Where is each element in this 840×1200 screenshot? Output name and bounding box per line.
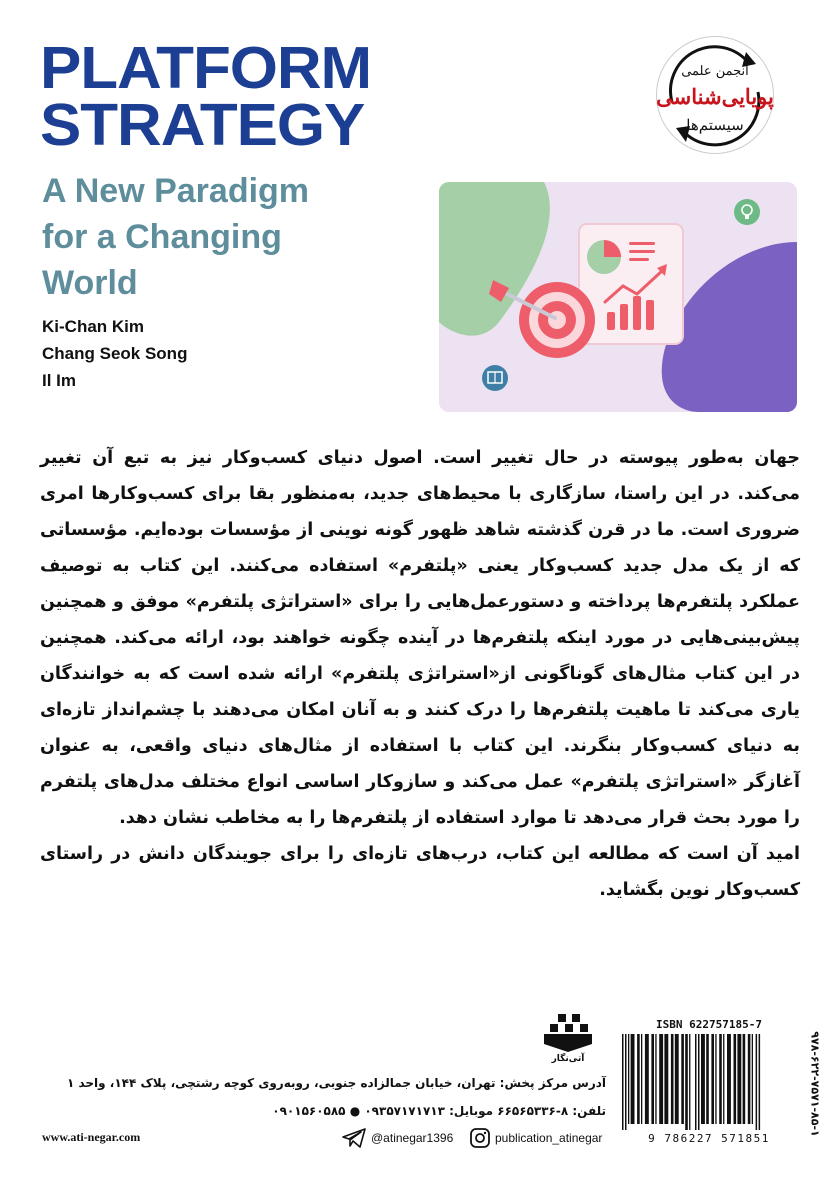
lightbulb-badge-icon	[734, 199, 760, 225]
barcode-bar	[706, 1034, 709, 1124]
description-paragraph: جهان به‌طور پیوسته در حال تغییر است. اصول دنیای کسب‌وکار نیز به تبع آن تغییر می‌کند. در این راستا، سازگاری با محیط‌های جدید، به‌منظور بقا برای کسب‌وکارها امری ضروری است. ما در قرن گذشته شاهد ظهور گونه نوینی از مؤسسات بوده‌ایم. مؤسساتی که از یک مدل جدید کسب‌وکار یعنی «پلتفرم» استفاده می‌کنند. این کتاب به توصیف عملکرد پلتفرم‌ها پرداخته و دستورعمل‌هایی را برای «استراتژی پلتفرم» موفق و همچنین پیش‌بینی‌هایی در مورد اینکه پلتفرم‌ها در آینده چگونه خواهند بود، ارائه می‌کند. همچنین در این کتاب مثال‌های گوناگونی از«استراتژی پلتفرم» ارائه شده است که به خوانندگان یاری می‌کند تا ماهیت پلتفرم‌ها را درک کنند و به آنان امکان می‌دهند با چشم‌انداز تازه‌ای به دنیای کسب‌وکار بنگرند. این کتاب با استفاده از مثال‌های دنیای واقعی، به عنوان آغازگر «استراتژی پلتفرم» عمل می‌کند و سازوکار اساسی انواع مختلف مدل‌های پلتفرم را مورد بحث قرار می‌دهد تا موارد استفاده از پلتفرم‌ها را به مخاطب نشان دهد.	[40, 448, 800, 828]
barcode-bar	[622, 1034, 624, 1130]
barcode-bar	[631, 1034, 635, 1124]
instagram-contact[interactable]	[470, 1128, 602, 1148]
publisher-name: آتی‌نگار	[551, 1054, 585, 1064]
barcode-bar	[641, 1034, 642, 1124]
logo-text-line: انجمن علمی	[681, 64, 749, 79]
barcode-bar	[671, 1034, 674, 1124]
author-name: Il Im	[42, 371, 77, 390]
book-badge-icon	[482, 365, 508, 391]
subtitle-line: World	[42, 264, 138, 302]
barcode-bar	[701, 1034, 705, 1124]
subtitle-line: for a Changing	[42, 218, 282, 256]
barcode-bar	[695, 1034, 697, 1130]
telegram-handle: @atinegar1396	[371, 1131, 454, 1145]
publisher-address: آدرس مرکز پخش: تهران، خیابان جمالزاده جنوبی، روبه‌روی کوچه رشتچی، پلاک ۱۴۴، واحد ۱	[66, 1076, 606, 1090]
barcode-bar	[655, 1034, 656, 1124]
barcode-bar	[664, 1034, 668, 1124]
barcode-bar	[651, 1034, 654, 1124]
pie-chart-icon	[587, 240, 621, 274]
publisher-website[interactable]: www.ati-negar.com	[42, 1130, 141, 1144]
report-icon	[579, 224, 683, 344]
barcode-bar	[711, 1034, 714, 1124]
barcode-bar	[715, 1034, 716, 1124]
barcode-bar	[675, 1034, 679, 1124]
title-line: PLATFORM	[40, 35, 372, 101]
logo-text-line: سیستم‌ها	[686, 116, 744, 134]
book-description	[40, 440, 800, 908]
barcode-bar	[681, 1034, 684, 1124]
book-title	[40, 35, 372, 158]
barcode-bar	[734, 1034, 737, 1124]
barcode-bar	[759, 1034, 761, 1130]
instagram-handle: publication_atinegar	[495, 1131, 603, 1145]
barcode-bar	[689, 1034, 690, 1130]
barcode-bar	[723, 1034, 724, 1124]
instagram-icon	[470, 1128, 490, 1148]
barcode-bar	[748, 1034, 751, 1124]
barcode-digits: 9 786227 571851	[648, 1132, 770, 1145]
author-list	[42, 313, 187, 394]
publisher-phones: تلفن: ۸-۶۶۵۶۵۳۳۶ موبایل: ۰۹۳۵۷۱۷۱۷۱۳ ● ۰۹۰۱۵۶۰۵۸۵	[272, 1104, 606, 1118]
telegram-icon	[342, 1128, 366, 1148]
vertical-isbn-text: ۹۷۸-۶۲۲-۷۵۷۱-۸۵-۱	[808, 1031, 822, 1137]
publisher-logo-icon	[532, 1010, 604, 1054]
telegram-contact[interactable]	[342, 1128, 453, 1148]
barcode-bar	[685, 1034, 688, 1130]
author-name: Chang Seok Song	[42, 344, 188, 363]
barcode-bar	[756, 1034, 758, 1130]
barcode-bar	[698, 1034, 700, 1130]
isbn-barcode	[616, 1018, 802, 1150]
marketing-illustration	[439, 182, 797, 412]
barcode-bar	[625, 1034, 627, 1130]
title-line: STRATEGY	[40, 92, 365, 158]
isbn-label: ISBN 622757185-7	[656, 1018, 762, 1031]
barcode-bar	[743, 1034, 746, 1124]
barcode-bar	[628, 1034, 629, 1124]
barcode-bar	[727, 1034, 731, 1124]
barcode-bar	[737, 1034, 741, 1124]
description-paragraph: امید آن است که مطالعه این کتاب، درب‌های تازه‌ای را برای جویندگان دانش در راستای کسب‌وکار نوین بگشاید.	[40, 844, 800, 900]
barcode-bars	[620, 1034, 798, 1130]
cover-illustration	[439, 182, 797, 412]
vertical-isbn	[808, 1018, 822, 1150]
publisher-logo	[532, 1010, 604, 1072]
barcode-bar	[659, 1034, 663, 1124]
subtitle-line: A New Paradigm	[42, 172, 310, 210]
barcode-bar	[637, 1034, 640, 1124]
barcode-bar	[752, 1034, 753, 1124]
association-logo	[650, 30, 780, 160]
author-name: Ki-Chan Kim	[42, 317, 144, 336]
book-subtitle	[42, 168, 309, 306]
barcode-bar	[719, 1034, 722, 1124]
barcode-bar	[645, 1034, 649, 1124]
logo-text-line: پویایی‌شناسی	[656, 84, 774, 109]
target-icon	[519, 282, 595, 358]
